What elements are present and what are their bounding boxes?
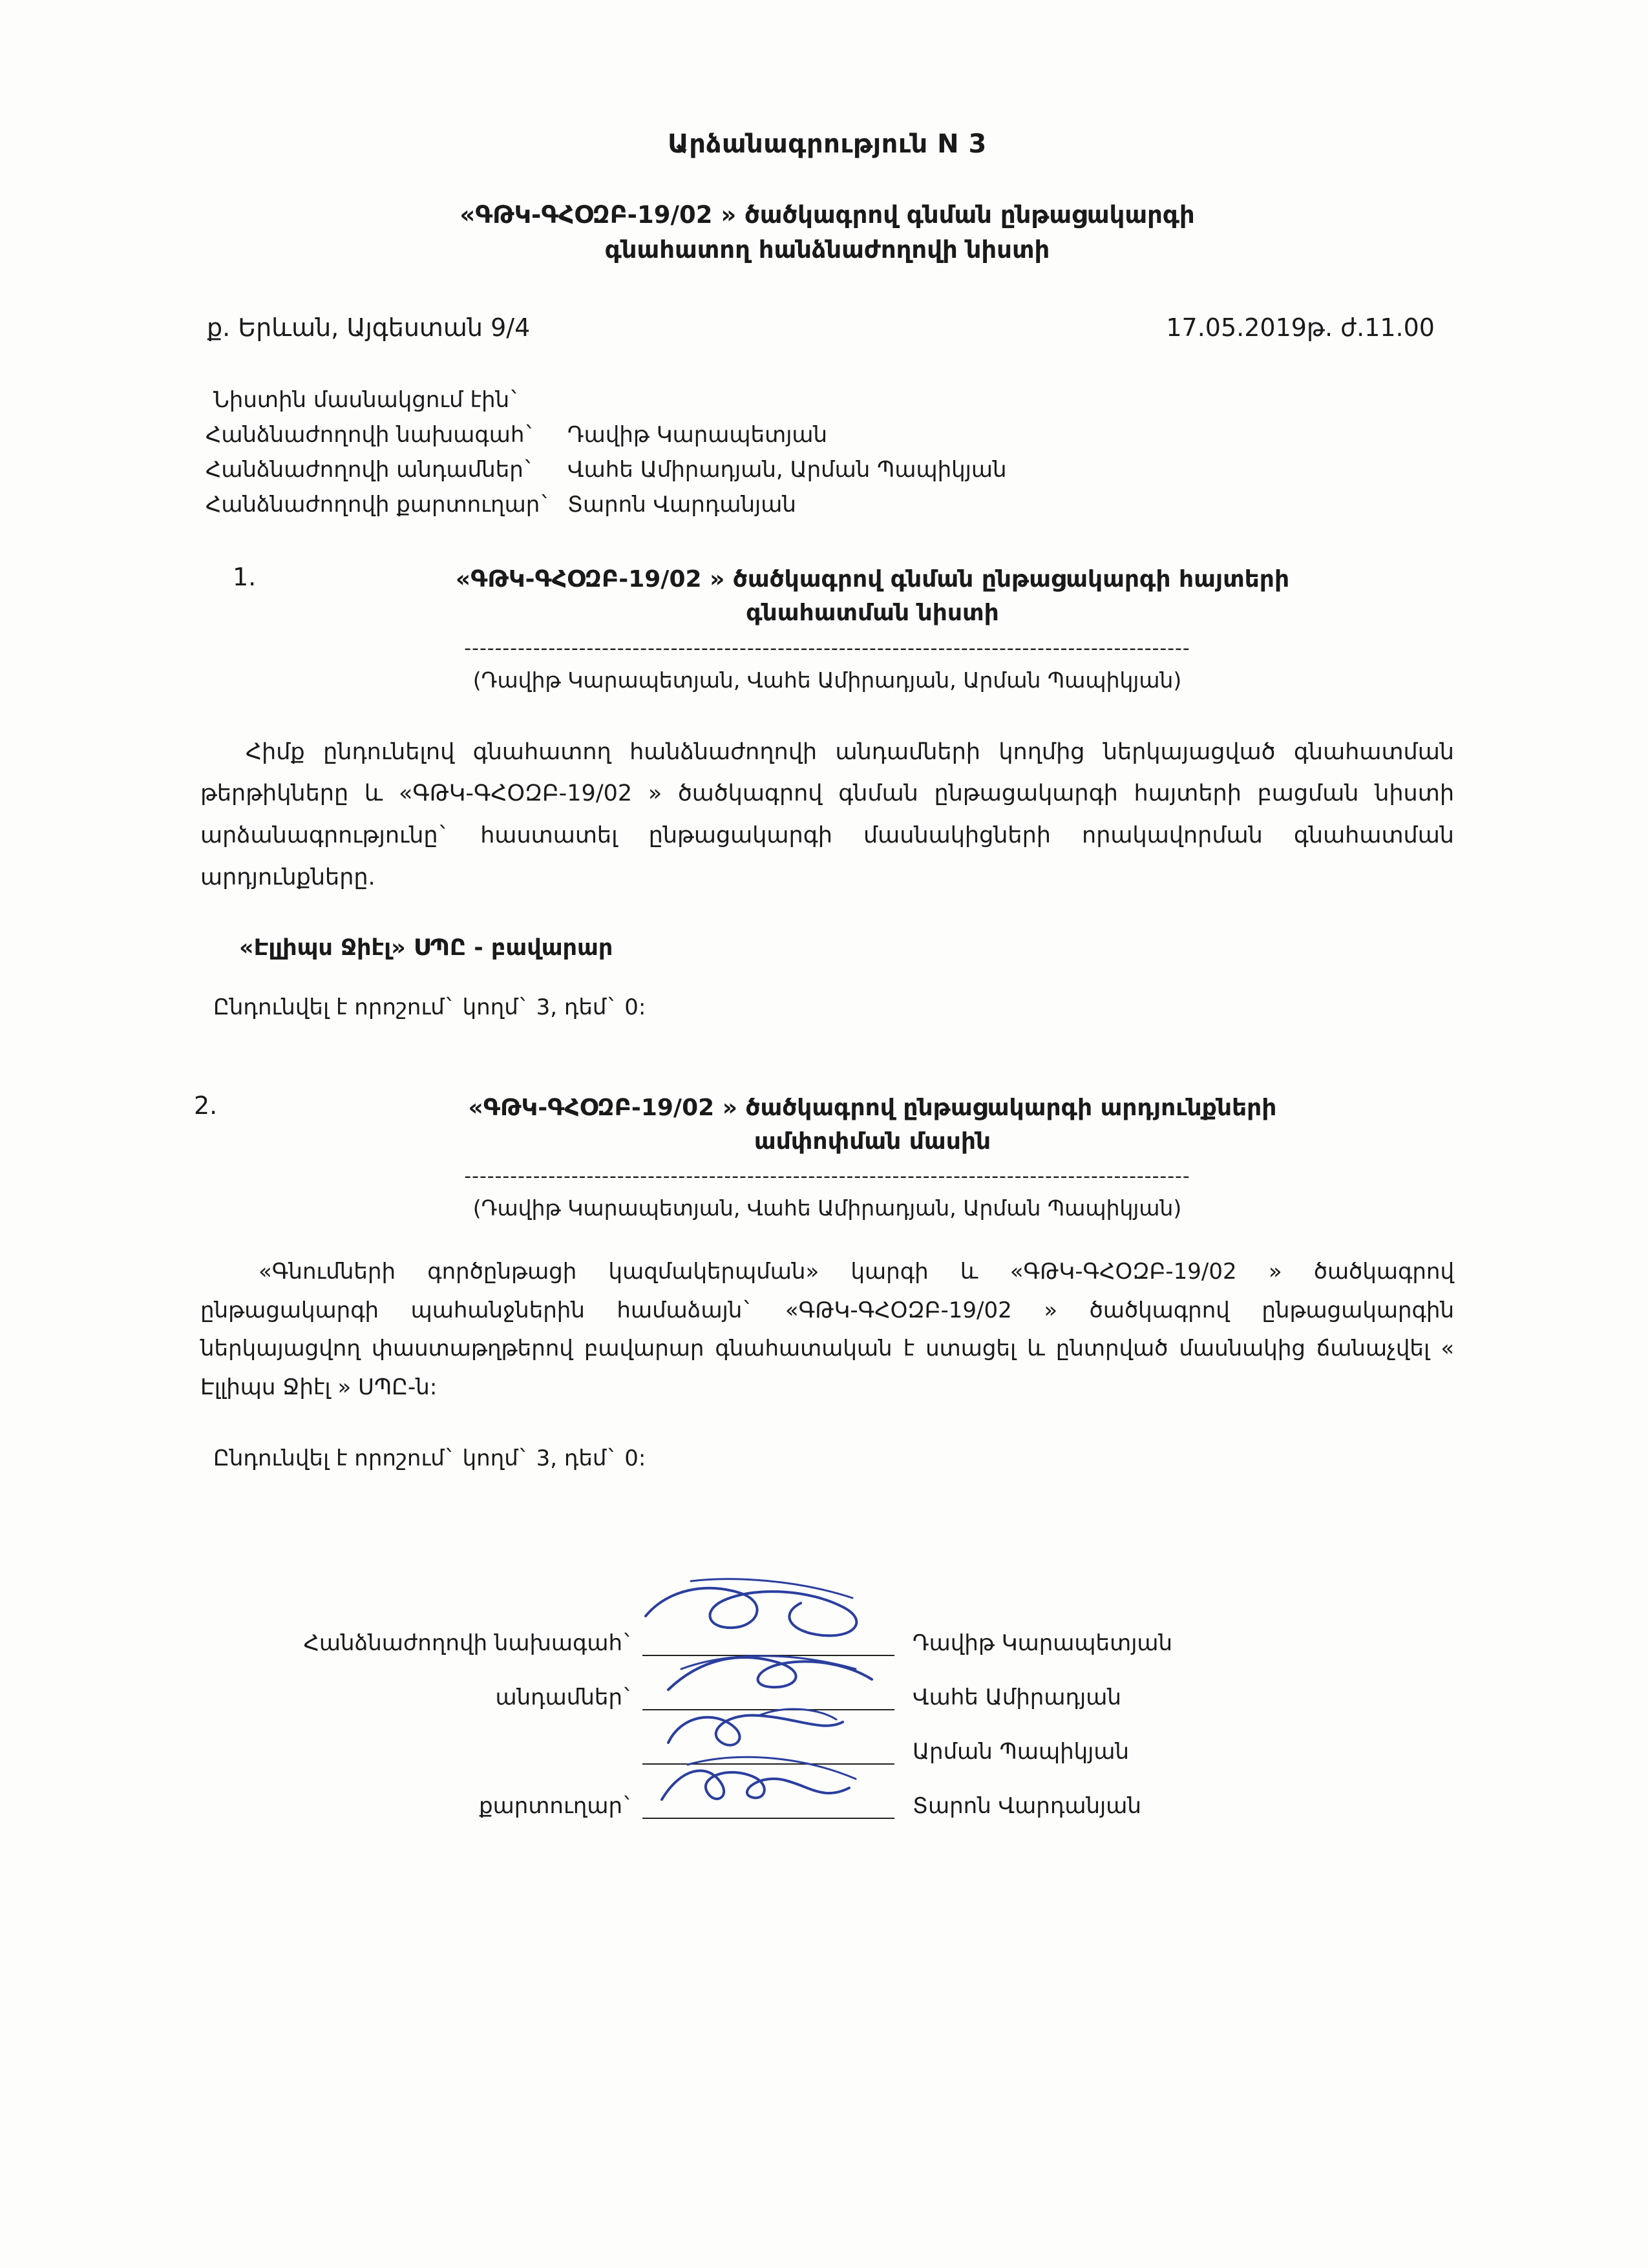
agenda-item-2-body: «Գնումների գործընթացի կազմակերպման» կարգի և «ԳԹԿ-ԳՀՕԶԲ-19/02 » ծածկագրով ընթացակարգի պահանջներին համաձայն` «ԳԹԿ-ԳՀՕԶԲ-19/02 » ծածկագրով ընթացակարգին ներկայացվող փաստաթղթերով բավարար գնահատական է ստացել և ընտրված մասնակից ճանաչվել « Էլլիպս Ջիէլ » ՍՊԸ-ն: <box>200 1259 1454 1400</box>
agenda-item-1-result: «Էլլիպս Ջիէլ» ՍՊԸ - բավարար <box>239 934 613 961</box>
attendee-name: Տարոն Վարդանյան <box>567 492 796 518</box>
signature-name: Արման Պապիկյան <box>913 1739 1130 1765</box>
agenda-item-2-title-line-2: ամփոփման մասին <box>754 1128 991 1155</box>
subtitle-line-1: «ԳԹԿ-ԳՀՕԶԲ-19/02 » ծածկագրով գնման ընթացակարգի <box>460 201 1195 229</box>
agenda-item-1-number: 1. <box>233 563 257 592</box>
agenda-item-1-body: Հիմք ընդունելով գնահատող հանձնաժողովի անդամների կողմից ներկայացված գնահատման թերթիկները և «ԳԹԿ-ԳՀՕԶԲ-19/02 » ծածկագրով գնման ընթացակարգի հայտերի բացման նիստի արձանագրությունը` հաստատել ընթացակարգի մասնակիցների որակավորման գնահատման արդյունքները. <box>200 739 1454 890</box>
attendee-row <box>194 457 1461 483</box>
signature-line <box>642 1626 894 1656</box>
agenda-item-1-title-line-1: «ԳԹԿ-ԳՀՕԶԲ-19/02 » ծածկագրով գնման ընթացակարգի հայտերի <box>455 566 1290 593</box>
agenda-item-1-title <box>284 563 1461 630</box>
attendee-row <box>194 492 1461 518</box>
signature-line <box>642 1789 894 1819</box>
document-subtitle <box>194 198 1461 267</box>
signature-name: Վահե Ամիրադյան <box>913 1685 1121 1711</box>
agenda-item-1-vote: Ընդունվել է որոշում` կողմ` 3, դեմ` 0: <box>213 994 646 1020</box>
signature-row <box>220 1735 1461 1765</box>
signature-row <box>220 1789 1461 1819</box>
signature-label: Հանձնաժողովի նախագահ` <box>303 1630 633 1657</box>
agenda-item-2-title <box>284 1091 1461 1159</box>
attendee-role: Հանձնաժողովի քարտուղար` <box>206 492 551 518</box>
place-text: ք. Երևան, Այգեստան 9/4 <box>207 313 531 342</box>
signature-label: քարտուղար` <box>479 1793 633 1820</box>
attendee-name: Դավիթ Կարապետյան <box>567 422 828 448</box>
document-content <box>194 116 1461 1819</box>
attendee-role: Հանձնաժողովի նախագահ` <box>206 422 536 448</box>
signature-name: Դավիթ Կարապետյան <box>913 1630 1173 1657</box>
datetime-text: 17.05.2019թ. ժ.11.00 <box>1166 313 1435 342</box>
attendees-lead: Նիստին մասնակցում էին` <box>213 387 521 414</box>
signature-block <box>194 1626 1461 1819</box>
agenda-item-2-vote: Ընդունվել է որոշում` կողմ` 3, դեմ` 0: <box>213 1445 646 1472</box>
attendee-role: Հանձնաժողովի անդամներ` <box>206 457 534 483</box>
place-and-date <box>194 313 1461 342</box>
agenda-item-1-head <box>194 563 1461 630</box>
signature-row <box>220 1626 1461 1656</box>
agenda-item-2-divider: ----------------------------------------------------------------------------------------------- <box>464 1165 1190 1188</box>
signature-label: անդամներ` <box>495 1685 633 1711</box>
signature-name: Տարոն Վարդանյան <box>913 1793 1141 1820</box>
agenda-item-2-head <box>194 1091 1461 1159</box>
signature-line <box>642 1735 894 1765</box>
handwritten-signature-ink <box>629 1576 901 1660</box>
agenda-item-2-number: 2. <box>194 1091 218 1120</box>
signature-line <box>642 1681 894 1710</box>
attendee-row <box>194 422 1461 448</box>
attendees-block <box>194 387 1461 518</box>
attendee-name: Վահե Ամիրադյան, Արման Պապիկյան <box>567 457 1007 483</box>
agenda-item-1 <box>194 563 1461 1020</box>
signature-row <box>220 1681 1461 1710</box>
page-title: Արձանագրություն N 3 <box>668 129 987 159</box>
agenda-item-2-title-line-1: «ԳԹԿ-ԳՀՕԶԲ-19/02 » ծածկագրով ընթացակարգի արդյունքների <box>468 1094 1277 1121</box>
agenda-item-1-divider: ----------------------------------------------------------------------------------------------- <box>464 636 1190 660</box>
agenda-item-2 <box>194 1091 1461 1471</box>
agenda-item-1-members: (Դավիթ Կարապետյան, Վահե Ամիրադյան, Արման Պապիկյան) <box>472 667 1182 693</box>
agenda-item-2-members: (Դավիթ Կարապետյան, Վահե Ամիրադյան, Արման Պապիկյան) <box>472 1195 1182 1221</box>
subtitle-line-2: գնահատող հանձնաժողովի նիստի <box>604 235 1050 264</box>
agenda-item-1-title-line-2: գնահատման նիստի <box>746 600 999 627</box>
